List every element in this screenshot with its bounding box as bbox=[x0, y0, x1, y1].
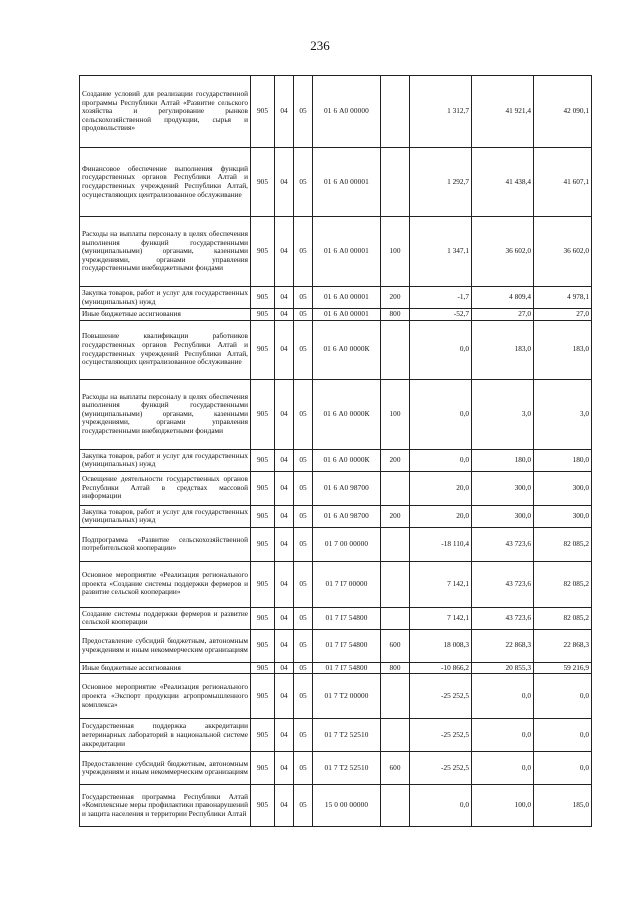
row-amount-year3-cell: 3,0 bbox=[534, 379, 592, 449]
row-amount-year3-cell: 0,0 bbox=[534, 719, 592, 752]
row-target-article-cell: 01 7 Т2 52510 bbox=[313, 719, 381, 752]
row-subsection-cell: 05 bbox=[294, 752, 313, 785]
row-name-cell: Государственная программа Республики Алтай «Комплексные меры профилактики правонарушений и защита населения и территории Республики Алтай bbox=[80, 785, 251, 827]
row-amount-year2-cell: 180,0 bbox=[472, 449, 534, 471]
row-amount-year3-cell: 180,0 bbox=[534, 449, 592, 471]
row-amount-change-cell: -10 866,2 bbox=[410, 662, 472, 674]
row-name-cell: Иные бюджетные ассигнования bbox=[80, 662, 251, 674]
row-amount-change-cell: 1 292,7 bbox=[410, 148, 472, 217]
row-subsection-cell: 05 bbox=[294, 607, 313, 629]
row-subsection-cell: 05 bbox=[294, 320, 313, 379]
table-row bbox=[80, 320, 592, 379]
row-grbs-cell: 905 bbox=[251, 449, 275, 471]
row-subsection-cell: 05 bbox=[294, 287, 313, 309]
table-row bbox=[80, 527, 592, 561]
row-subsection-cell: 05 bbox=[294, 471, 313, 505]
row-grbs-cell: 905 bbox=[251, 662, 275, 674]
row-section-cell: 04 bbox=[275, 287, 294, 309]
row-subsection-cell: 05 bbox=[294, 674, 313, 719]
row-grbs-cell: 905 bbox=[251, 287, 275, 309]
row-grbs-cell: 905 bbox=[251, 629, 275, 662]
row-amount-change-cell: -18 110,4 bbox=[410, 527, 472, 561]
table-row bbox=[80, 449, 592, 471]
row-section-cell: 04 bbox=[275, 309, 294, 321]
row-section-cell: 04 bbox=[275, 148, 294, 217]
row-amount-year3-cell: 42 090,1 bbox=[534, 76, 592, 148]
row-section-cell: 04 bbox=[275, 505, 294, 527]
row-name-cell: Создание условий для реализации государственной программы Республики Алтай «Развитие сельского хозяйства и регулирование рынков сельскохозяйственной продукции, сырья и продовольствия» bbox=[80, 76, 251, 148]
table-row bbox=[80, 76, 592, 148]
row-expense-type-cell bbox=[381, 148, 410, 217]
row-target-article-cell: 01 7 00 00000 bbox=[313, 527, 381, 561]
table-row bbox=[80, 607, 592, 629]
row-amount-year3-cell: 59 216,9 bbox=[534, 662, 592, 674]
row-subsection-cell: 05 bbox=[294, 719, 313, 752]
table-row bbox=[80, 217, 592, 287]
row-grbs-cell: 905 bbox=[251, 471, 275, 505]
row-amount-year2-cell: 22 868,3 bbox=[472, 629, 534, 662]
row-amount-change-cell: 0,0 bbox=[410, 449, 472, 471]
row-target-article-cell: 15 0 00 00000 bbox=[313, 785, 381, 827]
row-expense-type-cell bbox=[381, 719, 410, 752]
table-row bbox=[80, 471, 592, 505]
row-subsection-cell: 05 bbox=[294, 785, 313, 827]
row-expense-type-cell bbox=[381, 607, 410, 629]
row-amount-year3-cell: 22 868,3 bbox=[534, 629, 592, 662]
row-amount-year2-cell: 0,0 bbox=[472, 719, 534, 752]
row-grbs-cell: 905 bbox=[251, 607, 275, 629]
row-target-article-cell: 01 6 А0 00000 bbox=[313, 76, 381, 148]
row-section-cell: 04 bbox=[275, 629, 294, 662]
row-section-cell: 04 bbox=[275, 719, 294, 752]
row-amount-year3-cell: 82 085,2 bbox=[534, 607, 592, 629]
row-amount-change-cell: 20,0 bbox=[410, 471, 472, 505]
row-grbs-cell: 905 bbox=[251, 527, 275, 561]
row-name-cell: Предоставление субсидий бюджетным, автономным учреждениям и иным некоммерческим организациям bbox=[80, 752, 251, 785]
row-section-cell: 04 bbox=[275, 527, 294, 561]
row-target-article-cell: 01 6 А0 00001 bbox=[313, 148, 381, 217]
row-amount-year2-cell: 36 602,0 bbox=[472, 217, 534, 287]
row-target-article-cell: 01 7 Т2 00000 bbox=[313, 674, 381, 719]
row-subsection-cell: 05 bbox=[294, 449, 313, 471]
row-amount-year3-cell: 82 085,2 bbox=[534, 527, 592, 561]
row-grbs-cell: 905 bbox=[251, 320, 275, 379]
table-row bbox=[80, 561, 592, 607]
row-amount-change-cell: 1 312,7 bbox=[410, 76, 472, 148]
row-amount-year3-cell: 300,0 bbox=[534, 471, 592, 505]
row-name-cell: Государственная поддержка аккредитации ветеринарных лабораторий в национальной системе аккредитации bbox=[80, 719, 251, 752]
row-target-article-cell: 01 6 А0 00001 bbox=[313, 287, 381, 309]
row-name-cell: Закупка товаров, работ и услуг для государственных (муниципальных) нужд bbox=[80, 287, 251, 309]
row-expense-type-cell: 100 bbox=[381, 217, 410, 287]
row-expense-type-cell bbox=[381, 561, 410, 607]
table-row bbox=[80, 674, 592, 719]
row-target-article-cell: 01 7 Т2 52510 bbox=[313, 752, 381, 785]
row-amount-change-cell: -1,7 bbox=[410, 287, 472, 309]
row-amount-year3-cell: 82 085,2 bbox=[534, 561, 592, 607]
row-amount-year2-cell: 4 809,4 bbox=[472, 287, 534, 309]
row-section-cell: 04 bbox=[275, 662, 294, 674]
row-expense-type-cell: 600 bbox=[381, 752, 410, 785]
row-expense-type-cell: 800 bbox=[381, 309, 410, 321]
row-subsection-cell: 05 bbox=[294, 527, 313, 561]
row-amount-year2-cell: 20 855,3 bbox=[472, 662, 534, 674]
table-row bbox=[80, 148, 592, 217]
row-subsection-cell: 05 bbox=[294, 505, 313, 527]
table-row bbox=[80, 379, 592, 449]
row-name-cell: Расходы на выплаты персоналу в целях обеспечения выполнения функций государственными (муниципальными) органами, казенными учреждениями, органами управления государственными внебюджетными фондами bbox=[80, 379, 251, 449]
row-grbs-cell: 905 bbox=[251, 76, 275, 148]
row-subsection-cell: 05 bbox=[294, 379, 313, 449]
row-name-cell: Предоставление субсидий бюджетным, автономным учреждениям и иным некоммерческим организациям bbox=[80, 629, 251, 662]
row-target-article-cell: 01 6 А0 98700 bbox=[313, 471, 381, 505]
row-amount-year2-cell: 300,0 bbox=[472, 471, 534, 505]
row-amount-year2-cell: 41 921,4 bbox=[472, 76, 534, 148]
row-target-article-cell: 01 6 А0 0000К bbox=[313, 320, 381, 379]
row-amount-year2-cell: 300,0 bbox=[472, 505, 534, 527]
row-amount-change-cell: -25 252,5 bbox=[410, 674, 472, 719]
row-amount-change-cell: -25 252,5 bbox=[410, 752, 472, 785]
row-name-cell: Повышение квалификации работников государственных органов Республики Алтай и государственных учреждений Республики Алтай, осуществляющих централизованное обслуживание bbox=[80, 320, 251, 379]
row-expense-type-cell bbox=[381, 320, 410, 379]
row-subsection-cell: 05 bbox=[294, 217, 313, 287]
row-amount-year2-cell: 43 723,6 bbox=[472, 561, 534, 607]
row-expense-type-cell: 800 bbox=[381, 662, 410, 674]
row-amount-year3-cell: 183,0 bbox=[534, 320, 592, 379]
row-subsection-cell: 05 bbox=[294, 76, 313, 148]
row-expense-type-cell: 100 bbox=[381, 379, 410, 449]
row-subsection-cell: 05 bbox=[294, 148, 313, 217]
row-expense-type-cell: 200 bbox=[381, 287, 410, 309]
row-section-cell: 04 bbox=[275, 76, 294, 148]
row-grbs-cell: 905 bbox=[251, 674, 275, 719]
table-row bbox=[80, 752, 592, 785]
table-row bbox=[80, 629, 592, 662]
row-grbs-cell: 905 bbox=[251, 379, 275, 449]
row-target-article-cell: 01 7 I7 54800 bbox=[313, 607, 381, 629]
row-amount-year3-cell: 4 978,1 bbox=[534, 287, 592, 309]
row-expense-type-cell bbox=[381, 674, 410, 719]
row-amount-change-cell: 7 142,1 bbox=[410, 561, 472, 607]
table-row bbox=[80, 719, 592, 752]
table-row bbox=[80, 287, 592, 309]
row-grbs-cell: 905 bbox=[251, 148, 275, 217]
row-subsection-cell: 05 bbox=[294, 662, 313, 674]
row-section-cell: 04 bbox=[275, 561, 294, 607]
row-target-article-cell: 01 6 А0 00001 bbox=[313, 309, 381, 321]
row-section-cell: 04 bbox=[275, 471, 294, 505]
row-section-cell: 04 bbox=[275, 607, 294, 629]
table-row bbox=[80, 662, 592, 674]
row-amount-change-cell: -25 252,5 bbox=[410, 719, 472, 752]
row-amount-year2-cell: 100,0 bbox=[472, 785, 534, 827]
row-amount-year3-cell: 185,0 bbox=[534, 785, 592, 827]
row-amount-change-cell: 18 008,3 bbox=[410, 629, 472, 662]
row-name-cell: Закупка товаров, работ и услуг для государственных (муниципальных) нужд bbox=[80, 449, 251, 471]
row-grbs-cell: 905 bbox=[251, 719, 275, 752]
row-name-cell: Подпрограмма «Развитие сельскохозяйственной потребительской кооперации» bbox=[80, 527, 251, 561]
row-amount-change-cell: 0,0 bbox=[410, 785, 472, 827]
row-amount-year2-cell: 43 723,6 bbox=[472, 527, 534, 561]
row-subsection-cell: 05 bbox=[294, 309, 313, 321]
row-section-cell: 04 bbox=[275, 217, 294, 287]
row-amount-change-cell: 20,0 bbox=[410, 505, 472, 527]
row-amount-change-cell: 7 142,1 bbox=[410, 607, 472, 629]
row-section-cell: 04 bbox=[275, 785, 294, 827]
row-section-cell: 04 bbox=[275, 752, 294, 785]
table-row bbox=[80, 785, 592, 827]
row-amount-change-cell: 0,0 bbox=[410, 320, 472, 379]
row-section-cell: 04 bbox=[275, 449, 294, 471]
row-amount-year2-cell: 183,0 bbox=[472, 320, 534, 379]
row-expense-type-cell bbox=[381, 785, 410, 827]
row-expense-type-cell: 200 bbox=[381, 505, 410, 527]
row-amount-change-cell: -52,7 bbox=[410, 309, 472, 321]
row-target-article-cell: 01 6 А0 0000К bbox=[313, 379, 381, 449]
row-grbs-cell: 905 bbox=[251, 505, 275, 527]
table-row bbox=[80, 505, 592, 527]
row-amount-year2-cell: 3,0 bbox=[472, 379, 534, 449]
row-expense-type-cell: 200 bbox=[381, 449, 410, 471]
row-name-cell: Финансовое обеспечение выполнения функций государственных органов Республики Алтай и государственных учреждений Республики Алтай, осуществляющих централизованное обслуживание bbox=[80, 148, 251, 217]
row-section-cell: 04 bbox=[275, 379, 294, 449]
row-grbs-cell: 905 bbox=[251, 309, 275, 321]
row-expense-type-cell: 600 bbox=[381, 629, 410, 662]
row-amount-year3-cell: 41 607,1 bbox=[534, 148, 592, 217]
row-target-article-cell: 01 7 I7 00000 bbox=[313, 561, 381, 607]
row-amount-year3-cell: 36 602,0 bbox=[534, 217, 592, 287]
row-amount-year2-cell: 43 723,6 bbox=[472, 607, 534, 629]
budget-table bbox=[79, 75, 592, 827]
row-section-cell: 04 bbox=[275, 320, 294, 379]
row-amount-year3-cell: 0,0 bbox=[534, 674, 592, 719]
row-amount-year3-cell: 0,0 bbox=[534, 752, 592, 785]
row-expense-type-cell bbox=[381, 76, 410, 148]
row-target-article-cell: 01 6 А0 98700 bbox=[313, 505, 381, 527]
row-target-article-cell: 01 7 I7 54800 bbox=[313, 662, 381, 674]
row-section-cell: 04 bbox=[275, 674, 294, 719]
row-subsection-cell: 05 bbox=[294, 561, 313, 607]
row-amount-year2-cell: 0,0 bbox=[472, 674, 534, 719]
row-target-article-cell: 01 7 I7 54800 bbox=[313, 629, 381, 662]
row-name-cell: Основное мероприятие «Реализация регионального проекта «Экспорт продукции агропромышленного комплекса» bbox=[80, 674, 251, 719]
row-name-cell: Освещение деятельности государственных органов Республики Алтай в средствах массовой информации bbox=[80, 471, 251, 505]
row-amount-year2-cell: 27,0 bbox=[472, 309, 534, 321]
row-grbs-cell: 905 bbox=[251, 561, 275, 607]
table-row bbox=[80, 309, 592, 321]
row-amount-change-cell: 1 347,1 bbox=[410, 217, 472, 287]
row-name-cell: Создание системы поддержки фермеров и развитие сельской кооперации bbox=[80, 607, 251, 629]
row-expense-type-cell bbox=[381, 471, 410, 505]
row-name-cell: Закупка товаров, работ и услуг для государственных (муниципальных) нужд bbox=[80, 505, 251, 527]
row-amount-year2-cell: 41 438,4 bbox=[472, 148, 534, 217]
row-amount-change-cell: 0,0 bbox=[410, 379, 472, 449]
row-amount-year3-cell: 300,0 bbox=[534, 505, 592, 527]
row-subsection-cell: 05 bbox=[294, 629, 313, 662]
row-name-cell: Основное мероприятие «Реализация регионального проекта «Создание системы поддержки фермеров и развитие сельской кооперации» bbox=[80, 561, 251, 607]
row-name-cell: Иные бюджетные ассигнования bbox=[80, 309, 251, 321]
row-grbs-cell: 905 bbox=[251, 217, 275, 287]
row-amount-year3-cell: 27,0 bbox=[534, 309, 592, 321]
row-name-cell: Расходы на выплаты персоналу в целях обеспечения выполнения функций государственными (муниципальными) органами, казенными учреждениями, органами управления государственными внебюджетными фондами bbox=[80, 217, 251, 287]
page-number: 236 bbox=[310, 38, 330, 53]
row-target-article-cell: 01 6 А0 0000К bbox=[313, 449, 381, 471]
row-amount-year2-cell: 0,0 bbox=[472, 752, 534, 785]
row-grbs-cell: 905 bbox=[251, 752, 275, 785]
row-grbs-cell: 905 bbox=[251, 785, 275, 827]
row-target-article-cell: 01 6 А0 00001 bbox=[313, 217, 381, 287]
budget-table-body bbox=[80, 76, 592, 827]
row-expense-type-cell bbox=[381, 527, 410, 561]
